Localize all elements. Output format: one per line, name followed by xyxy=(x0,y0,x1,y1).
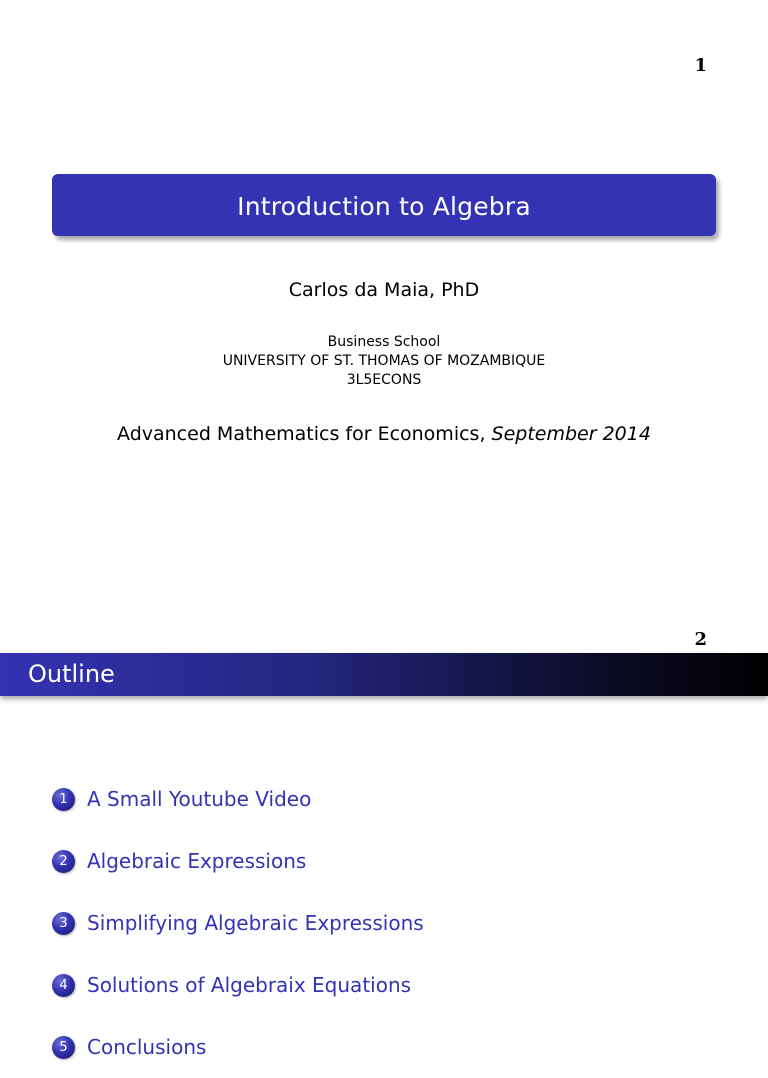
institute-school: Business School xyxy=(327,334,441,350)
toc-item-4[interactable] xyxy=(52,954,424,1016)
frame-title: Outline xyxy=(28,660,115,688)
outline-slide xyxy=(0,620,768,1059)
table-of-contents xyxy=(52,768,424,1078)
presentation-date: September 2014 xyxy=(491,423,651,445)
toc-item-label: A Small Youtube Video xyxy=(87,787,312,811)
numbered-ball-icon: 3 xyxy=(52,912,75,935)
course-name: Advanced Mathematics for Economics, xyxy=(117,423,486,445)
toc-item-1[interactable] xyxy=(52,768,424,830)
toc-item-label: Solutions of Algebraix Equations xyxy=(87,973,412,997)
title-block xyxy=(52,174,716,236)
toc-item-5[interactable] xyxy=(52,1016,424,1078)
numbered-ball-icon: 2 xyxy=(52,850,75,873)
frame-title-bar xyxy=(0,653,768,696)
institute-course-code: 3L5ECONS xyxy=(346,372,422,388)
toc-item-label: Conclusions xyxy=(87,1035,207,1059)
numbered-ball-icon: 5 xyxy=(52,1036,75,1059)
numbered-ball-icon: 4 xyxy=(52,974,75,997)
toc-item-label: Simplifying Algebraic Expressions xyxy=(87,911,424,935)
date-line xyxy=(0,421,768,447)
author-name: Carlos da Maia, PhD xyxy=(288,279,480,301)
institute-block xyxy=(0,333,768,390)
numbered-ball-icon: 1 xyxy=(52,788,75,811)
toc-item-2[interactable] xyxy=(52,830,424,892)
toc-item-3[interactable] xyxy=(52,892,424,954)
presentation-title: Introduction to Algebra xyxy=(237,191,531,221)
institute-university: UNIVERSITY OF ST. THOMAS OF MOZAMBIQUE xyxy=(222,353,546,369)
page-number: 1 xyxy=(694,55,707,76)
page-number: 2 xyxy=(694,629,707,650)
toc-item-label: Algebraic Expressions xyxy=(87,849,307,873)
